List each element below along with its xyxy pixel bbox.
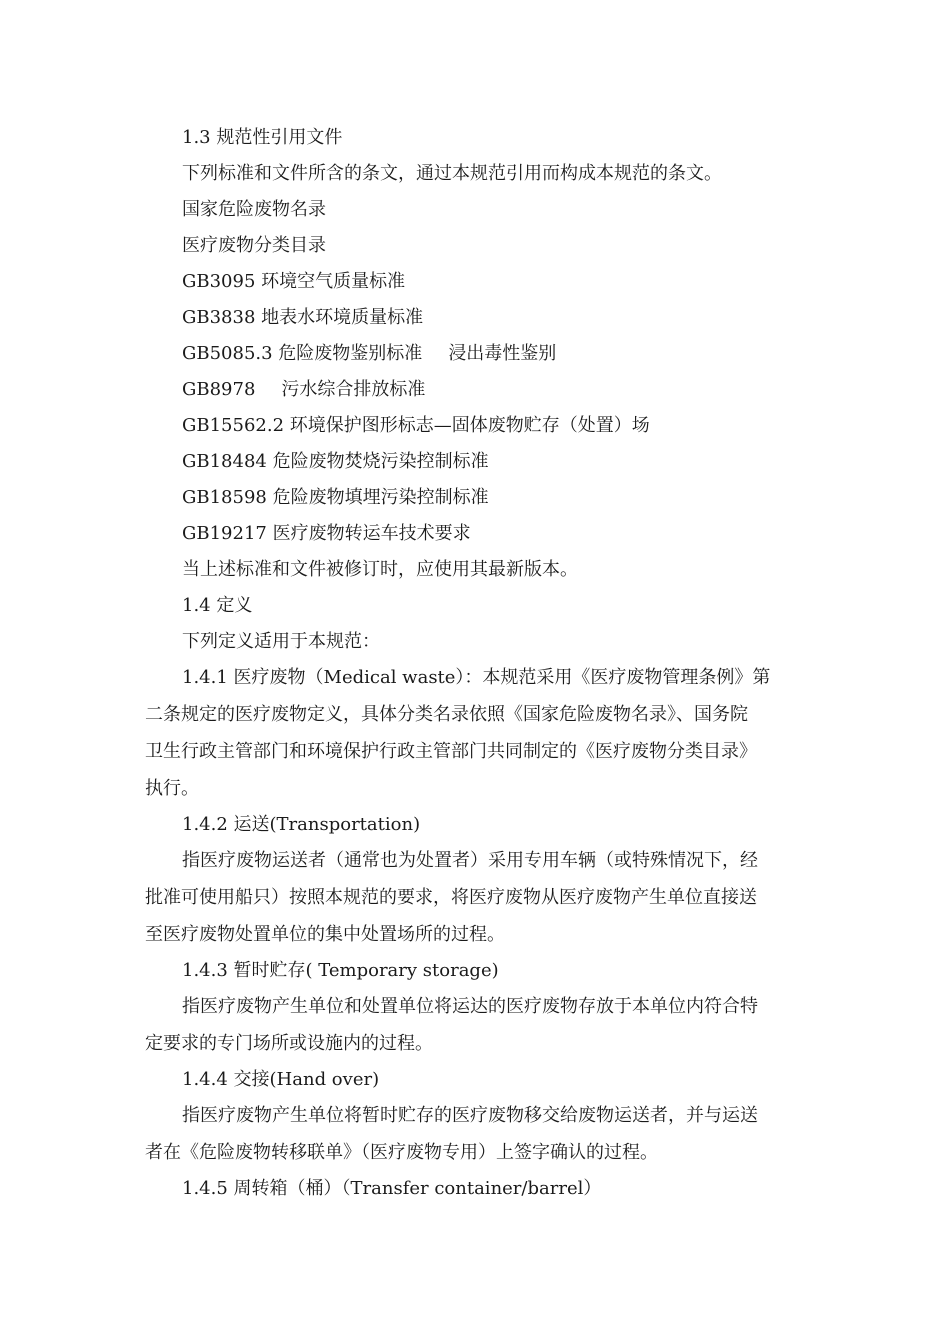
reference-item xyxy=(182,342,556,366)
definition-line: 指医疗废物产生单位和处置单位将运达的医疗废物存放于本单位内符合特 xyxy=(182,996,758,1017)
reference-item: 医疗废物分类目录 xyxy=(182,235,326,256)
section-heading: 1.4 定义 xyxy=(182,595,253,616)
definition-line: 指医疗废物运送者（通常也为处置者）采用专用车辆（或特殊情况下，经 xyxy=(182,850,758,871)
reference-item: GB19217 医疗废物转运车技术要求 xyxy=(182,523,471,544)
definition-title: 1.4.3 暂时贮存( Temporary storage) xyxy=(182,960,499,981)
definition-line: 者在《危险废物转移联单》（医疗废物专用）上签字确认的过程。 xyxy=(145,1142,658,1163)
reference-item: GB18598 危险废物填埋污染控制标准 xyxy=(182,487,489,508)
reference-item: GB18484 危险废物焚烧污染控制标准 xyxy=(182,451,489,472)
definition-line: 指医疗废物产生单位将暂时贮存的医疗废物移交给废物运送者，并与运送 xyxy=(182,1105,758,1126)
reference-subtitle: 浸出毒性鉴别 xyxy=(448,343,557,364)
reference-item xyxy=(182,378,425,402)
reference-item: 国家危险废物名录 xyxy=(182,199,326,220)
definition-title: 1.4.5 周转箱（桶）（Transfer container/barrel） xyxy=(182,1178,602,1199)
definition-title: 1.4.2 运送(Transportation) xyxy=(182,814,421,835)
definition-line: 至医疗废物处置单位的集中处置场所的过程。 xyxy=(145,924,505,945)
definition-line: 执行。 xyxy=(145,778,199,799)
section-heading: 1.3 规范性引用文件 xyxy=(182,127,343,148)
paragraph: 当上述标准和文件被修订时，应使用其最新版本。 xyxy=(182,559,578,580)
definition-line: 二条规定的医疗废物定义，具体分类名录依照《国家危险废物名录》、国务院 xyxy=(145,704,748,725)
definition-line: 卫生行政主管部门和环境保护行政主管部门共同制定的《医疗废物分类目录》 xyxy=(145,741,757,762)
reference-code-title: GB5085.3 危险废物鉴别标准 xyxy=(182,343,423,364)
reference-item: GB15562.2 环境保护图形标志—固体废物贮存（处置）场 xyxy=(182,415,650,436)
reference-code: GB8978 xyxy=(182,379,256,400)
reference-title: 污水综合排放标准 xyxy=(281,379,426,400)
paragraph: 下列定义适用于本规范： xyxy=(182,631,380,652)
definition-line: 批准可使用船只）按照本规范的要求，将医疗废物从医疗废物产生单位直接送 xyxy=(145,887,757,908)
definition-line: 1.4.1 医疗废物（Medical waste）：本规范采用《医疗废物管理条例》第 xyxy=(182,667,771,688)
reference-item: GB3838 地表水环境质量标准 xyxy=(182,307,424,328)
definition-title: 1.4.4 交接(Hand over) xyxy=(182,1069,380,1090)
reference-item: GB3095 环境空气质量标准 xyxy=(182,271,406,292)
definition-line: 定要求的专门场所或设施内的过程。 xyxy=(145,1033,433,1054)
paragraph: 下列标准和文件所含的条文，通过本规范引用而构成本规范的条文。 xyxy=(182,163,722,184)
